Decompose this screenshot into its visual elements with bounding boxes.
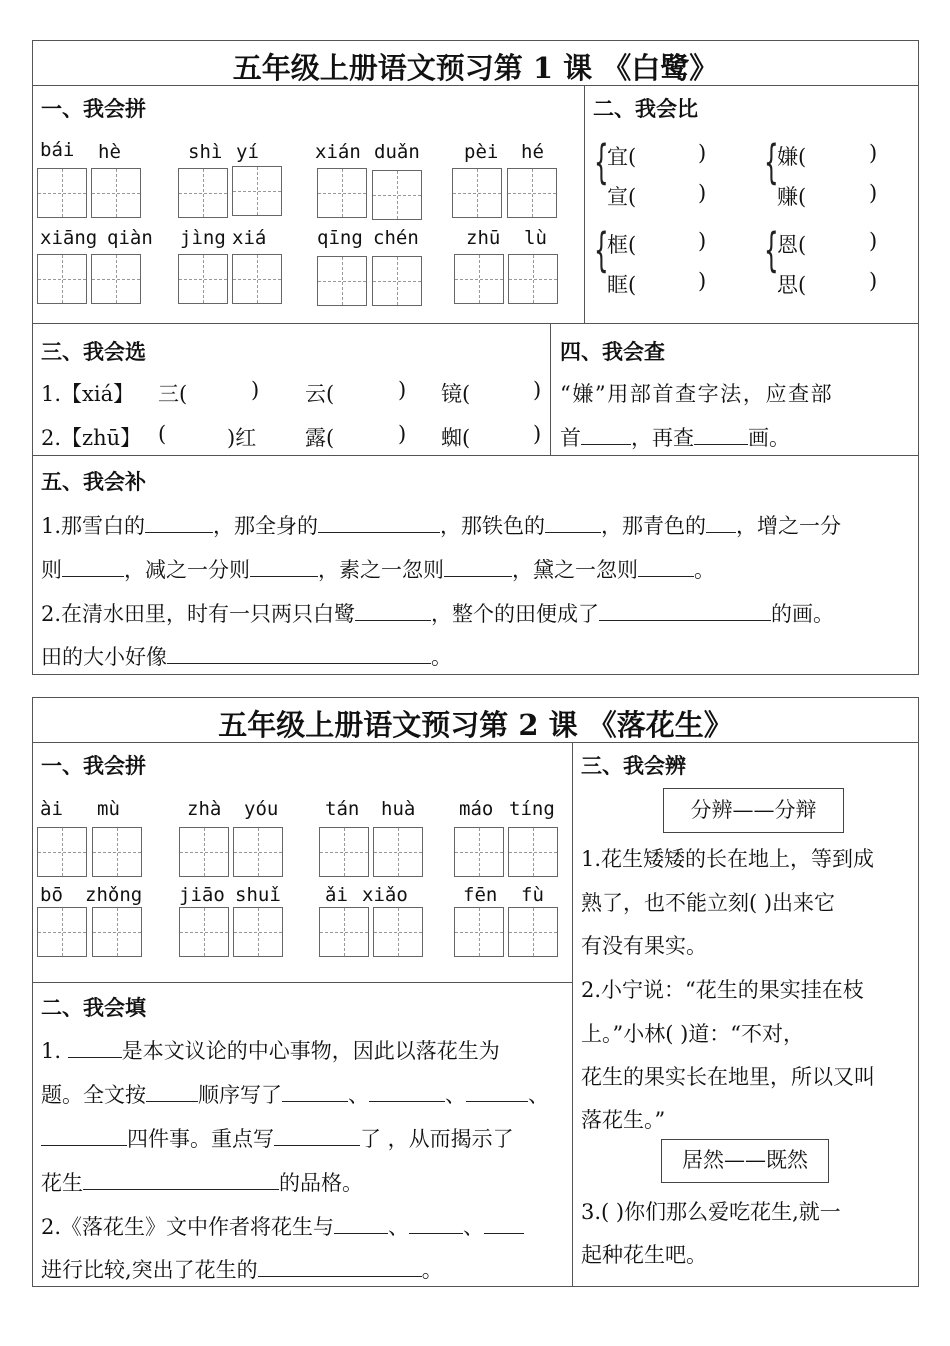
writing-box[interactable] [178, 254, 228, 304]
compare-item: 宜( [607, 145, 637, 169]
pinyin: shuǐ [235, 884, 281, 906]
fill-line: 2.《落花生》文中作者将花生与 、 、 [41, 1211, 524, 1241]
question-line: 2.小宁说：“花生的果实挂在枝 [581, 978, 864, 1002]
writing-box[interactable] [508, 827, 558, 877]
lesson1-choose-title: 三、我会选 [41, 339, 146, 364]
writing-box[interactable] [372, 256, 422, 306]
pinyin: xiǎo [362, 884, 408, 906]
fill-line: 田的大小好像 。 [41, 645, 452, 669]
pinyin: fù [521, 884, 544, 906]
writing-box[interactable] [317, 168, 367, 218]
lesson1-card: 五年级上册语文预习第 1 课 《白鹭》 一、我会拼 bái hè shì yí xián duǎn pèi hé xiāng qiàn jìng xiá qīng chén zhū lù 二、我会比 { 宜( ) 宣( ) { 嫌( ) 赚( ) { 框( ) 眶( ) { 恩( ) 思( ) 三、我会选 1.【xiá】 三( ) 云( ) 镜( ) 2.【zhū】 ( )红 露( ) 蜘( ) 四、我会查 “嫌”用部首查字法，应查部 首 ，再查 画。 五、我会补 1.那雪白的 ，那全身的 ，那铁色的 ，那青色的 ，增之一分 则 ，减之一分则 ，素之一忽则 ，黛之一忽则 。 2.在清水田里，时有一只两只白鹭 ，整个的田便成了 的画。 田的大小好像 。 [32, 40, 919, 675]
writing-box[interactable] [373, 827, 423, 877]
pinyin: qiàn [107, 227, 153, 249]
close-paren: ) [869, 269, 878, 293]
close-paren: ) [698, 229, 707, 253]
pinyin: chén [373, 227, 419, 249]
pinyin: lù [524, 227, 547, 249]
choose-option: 镜( [441, 382, 471, 406]
pinyin: hè [98, 141, 121, 163]
lesson2-fill-title: 二、我会填 [41, 995, 146, 1020]
pinyin: tíng [509, 798, 555, 820]
lesson1-fill-title: 五、我会补 [41, 469, 146, 494]
writing-box[interactable] [452, 168, 502, 218]
choose-option: 三( [158, 382, 188, 406]
pinyin: mù [97, 798, 120, 820]
compare-item: 恩( [777, 233, 807, 257]
writing-box[interactable] [232, 254, 282, 304]
pinyin: zhū [466, 227, 501, 249]
compare-item: 框( [607, 233, 637, 257]
writing-box[interactable] [373, 907, 423, 957]
lookup-text: “嫌”用部首查字法，应查部 [560, 382, 834, 406]
writing-box[interactable] [372, 170, 422, 220]
writing-box[interactable] [37, 254, 87, 304]
pinyin: bō [40, 884, 63, 906]
pinyin: fēn [463, 884, 498, 906]
pinyin: zhǒng [85, 884, 143, 906]
question-line: 花生的果实长在地里，所以又叫 [581, 1065, 875, 1089]
compare-item: 思( [777, 273, 807, 297]
compare-item: 嫌( [777, 145, 807, 169]
pinyin: shì [188, 141, 223, 163]
writing-box[interactable] [507, 168, 557, 218]
pinyin: xiá [232, 227, 267, 249]
writing-box[interactable] [37, 168, 87, 218]
pinyin: máo [459, 798, 494, 820]
lesson1-pin-title: 一、我会拼 [41, 96, 146, 121]
lookup-text: 首 ，再查 画。 [560, 426, 790, 450]
writing-box[interactable] [454, 254, 504, 304]
pinyin: ài [40, 798, 63, 820]
question-line: 落花生。” [581, 1108, 666, 1132]
question-line: 起种花生吧。 [581, 1243, 707, 1267]
writing-box[interactable] [454, 827, 504, 877]
writing-box[interactable] [37, 827, 87, 877]
writing-box[interactable] [92, 907, 142, 957]
close-paren: ) [698, 141, 707, 165]
close-paren: ) [869, 229, 878, 253]
pinyin: yóu [244, 798, 279, 820]
close-paren: ) [869, 141, 878, 165]
close-paren: ) [398, 422, 407, 446]
compare-item: 宣( [607, 185, 637, 209]
fill-line: 1.那雪白的 ，那全身的 ，那铁色的 ，那青色的 ，增之一分 [41, 514, 842, 538]
writing-box[interactable] [508, 907, 558, 957]
writing-box[interactable] [317, 256, 367, 306]
choose-option: 云( [305, 382, 335, 406]
pinyin: duǎn [374, 141, 420, 163]
close-paren: ) [533, 422, 542, 446]
compare-item: 赚( [777, 185, 807, 209]
question-line: 有没有果实。 [581, 934, 707, 958]
close-paren: ) [533, 378, 542, 402]
pinyin: xián [315, 141, 361, 163]
writing-box[interactable] [319, 827, 369, 877]
writing-box[interactable] [91, 168, 141, 218]
pinyin: bái [40, 139, 75, 161]
writing-box[interactable] [232, 166, 282, 216]
writing-box[interactable] [233, 907, 283, 957]
question-line: 上。”小林( )道：“不对， [581, 1022, 805, 1046]
choose-label: 1.【xiá】 [41, 382, 135, 406]
writing-box[interactable] [319, 907, 369, 957]
lesson1-lookup-title: 四、我会查 [560, 339, 665, 364]
close-paren: ) [698, 181, 707, 205]
choose-label: 2.【zhū】 [41, 426, 142, 450]
pinyin: xiāng [40, 227, 98, 249]
word-pair-box: 分辨——分辩 [663, 788, 844, 833]
lesson1-compare-title: 二、我会比 [593, 96, 698, 121]
choose-option: )红 [227, 426, 257, 450]
pinyin: tán [325, 798, 360, 820]
pinyin: ǎi [325, 884, 348, 906]
lesson1-title: 五年级上册语文预习第 1 课 《白鹭》 [232, 51, 719, 85]
fill-line: 1. 是本文议论的中心事物，因此以落花生为 [41, 1039, 500, 1063]
close-paren: ) [398, 378, 407, 402]
pinyin: qīng [317, 227, 363, 249]
close-paren: ) [869, 181, 878, 205]
choose-option: 蜘( [441, 426, 471, 450]
fill-line: 题。全文按 顺序写了 、 、 、 [41, 1083, 549, 1107]
writing-box[interactable] [37, 907, 87, 957]
writing-box[interactable] [179, 907, 229, 957]
fill-line: 则 ，减之一分则 ，素之一忽则 ，黛之一忽则 。 [41, 558, 715, 582]
pinyin: hé [521, 141, 544, 163]
fill-line: 2.在清水田里，时有一只两只白鹭 ，整个的田便成了 的画。 [41, 602, 835, 626]
lesson2-title: 五年级上册语文预习第 2 课 《落花生》 [218, 708, 733, 742]
writing-box[interactable] [179, 827, 229, 877]
writing-box[interactable] [508, 254, 558, 304]
writing-box[interactable] [178, 168, 228, 218]
pinyin: jiāo [179, 884, 225, 906]
pinyin: yí [236, 141, 259, 163]
word-pair-box: 居然——既然 [661, 1139, 829, 1183]
lesson2-card [32, 697, 919, 1287]
choose-option: 露( [305, 426, 335, 450]
compare-item: 眶( [607, 273, 637, 297]
fill-line: 花生 的品格。 [41, 1171, 363, 1195]
writing-box[interactable] [92, 827, 142, 877]
writing-box[interactable] [454, 907, 504, 957]
fill-line: 进行比较,突出了花生的 。 [41, 1258, 443, 1282]
pinyin: zhà [187, 798, 222, 820]
pinyin: huà [381, 798, 416, 820]
lesson2-pin-title: 一、我会拼 [41, 753, 146, 778]
close-paren: ) [251, 378, 260, 402]
pinyin: pèi [464, 141, 499, 163]
question-line: 3.( )你们那么爱吃花生,就一 [581, 1200, 841, 1224]
pinyin: jìng [180, 227, 226, 249]
close-paren: ) [698, 269, 707, 293]
fill-line: 四件事。重点写 了 ，从而揭示了 [41, 1123, 514, 1153]
lesson2-dist-title: 三、我会辨 [581, 753, 686, 778]
choose-option: ( [158, 422, 167, 446]
question-line: 熟了，也不能立刻( )出来它 [581, 891, 836, 915]
writing-box[interactable] [91, 254, 141, 304]
question-line: 1.花生矮矮的长在地上，等到成 [581, 847, 875, 871]
writing-box[interactable] [233, 827, 283, 877]
